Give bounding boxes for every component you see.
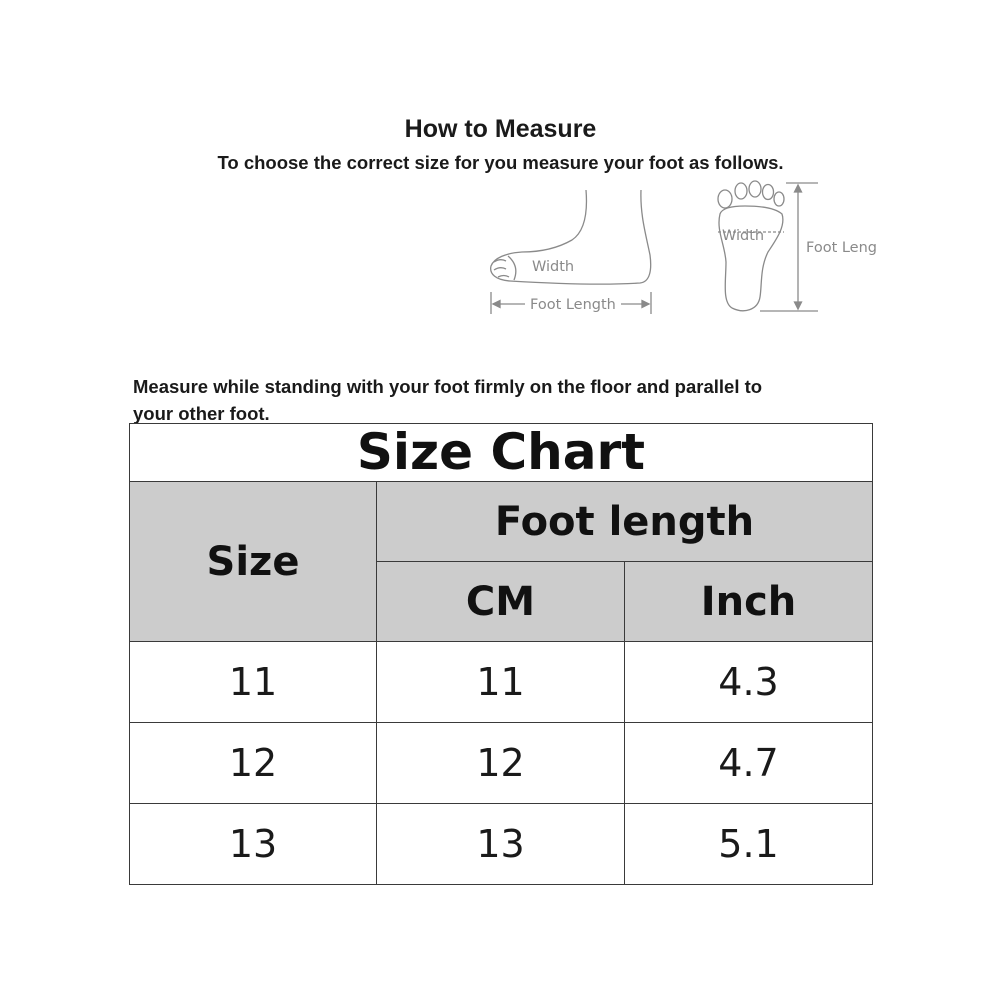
inch-cell: 5.1 (625, 804, 873, 885)
size-cell: 13 (130, 804, 377, 885)
cm-column-header: CM (377, 562, 625, 642)
side-width-label: Width (532, 259, 575, 275)
size-cell: 11 (130, 642, 377, 723)
page-subtitle: To choose the correct size for you measure your foot as follows. (217, 152, 784, 173)
cm-cell: 13 (377, 804, 625, 885)
inch-cell: 4.7 (625, 723, 873, 804)
table-row (130, 723, 873, 804)
foot-length-header: Foot length (377, 482, 873, 562)
sole-foot-illustration (718, 181, 784, 311)
foot-measure-diagram (0, 0, 1001, 340)
instruction-line-1: Measure while standing with your foot firmly on the floor and parallel to (133, 376, 763, 397)
table-row (130, 804, 873, 885)
inch-column-header: Inch (625, 562, 873, 642)
side-length-label: Foot Length (530, 297, 616, 313)
measure-instruction (133, 373, 873, 428)
cm-cell: 12 (377, 723, 625, 804)
instruction-line-2: your other foot. (133, 400, 873, 428)
size-cell: 12 (130, 723, 377, 804)
size-chart-table (129, 423, 873, 885)
sole-length-label: Foot Leng (806, 240, 877, 256)
table-row (130, 642, 873, 723)
size-column-header: Size (130, 482, 377, 642)
inch-cell: 4.3 (625, 642, 873, 723)
sole-width-label: Width (722, 228, 765, 244)
size-chart-title: Size Chart (130, 424, 873, 482)
page-title: How to Measure (404, 115, 597, 143)
cm-cell: 11 (377, 642, 625, 723)
